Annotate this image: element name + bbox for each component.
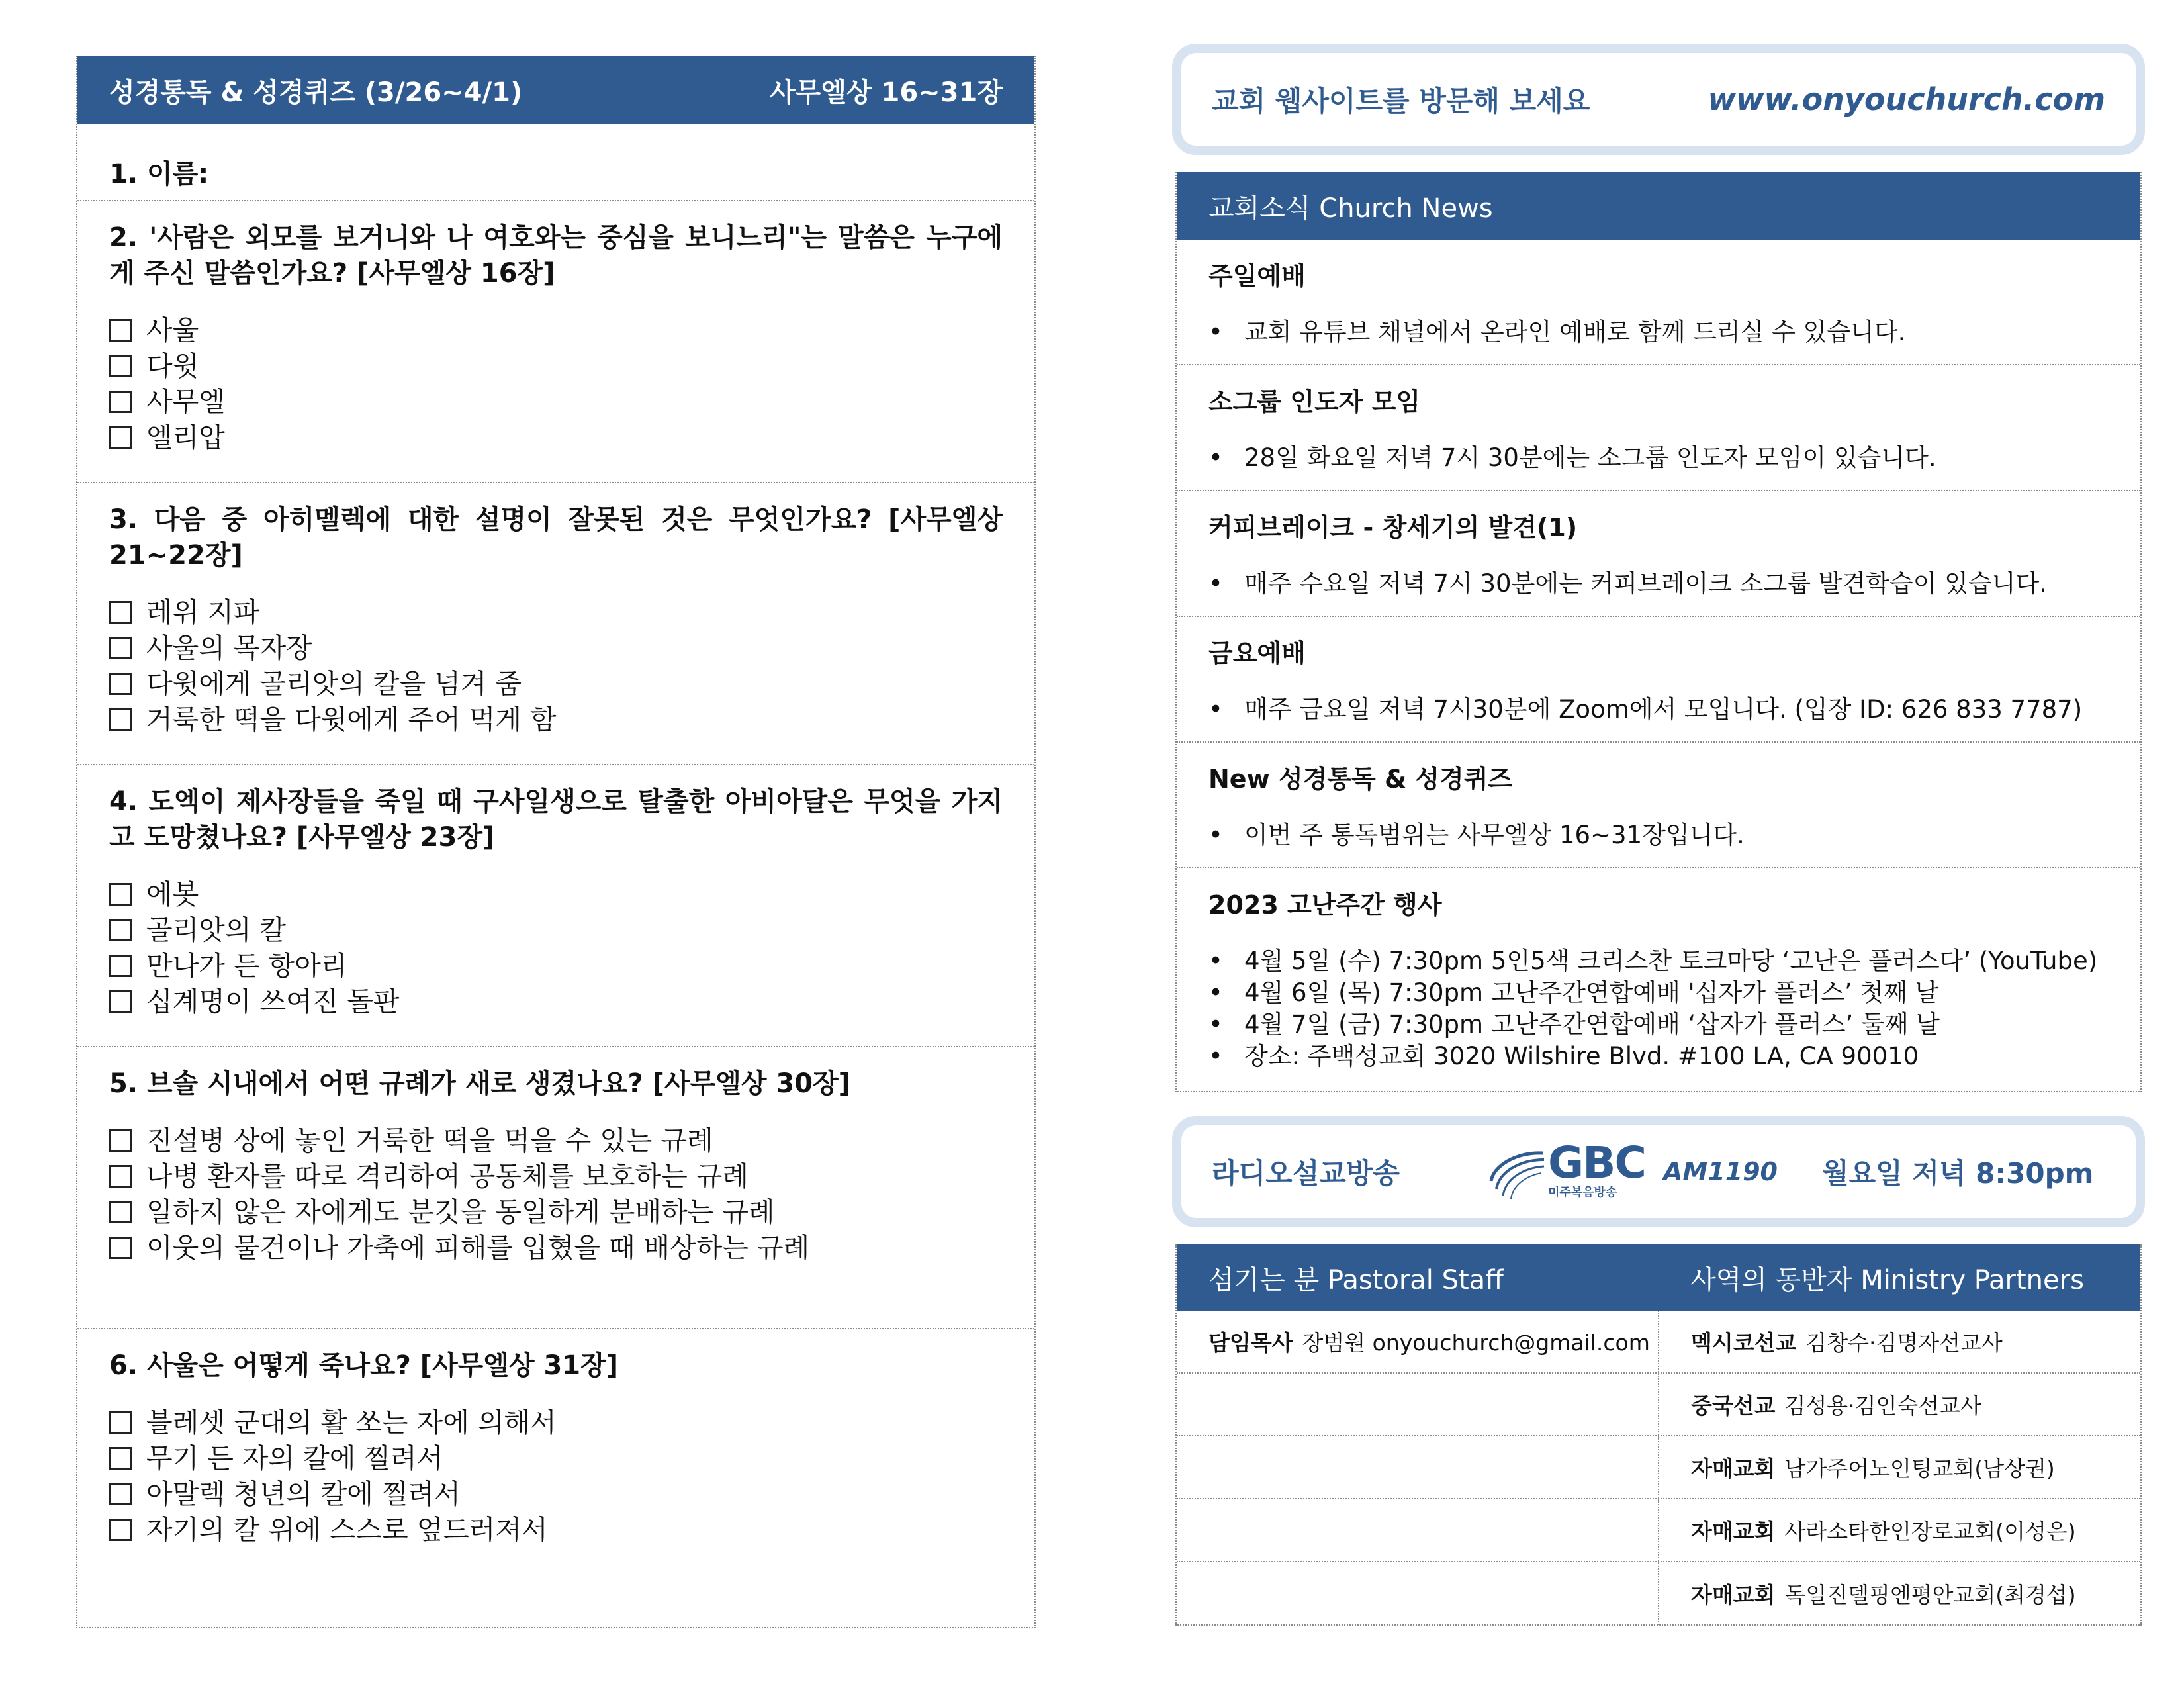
partner-name: 김창수·김명자선교사: [1805, 1330, 2003, 1356]
checkbox-icon[interactable]: [109, 708, 132, 731]
option-label: 사무엘: [146, 386, 225, 418]
option-label: 다윗: [146, 350, 199, 382]
partner-name: 김성용·김인숙선교사: [1784, 1393, 1981, 1419]
checkbox-icon[interactable]: [109, 319, 132, 342]
partner-name: 남가주어노인팅교회(남상권): [1784, 1456, 2055, 1481]
partner-role: 자매교회: [1691, 1582, 1776, 1608]
news-heading: 주일예배: [1208, 261, 1306, 291]
option-checkbox[interactable]: [109, 1512, 1003, 1548]
gbc-logo-subtitle: 미주복음방송: [1548, 1186, 1617, 1199]
news-line: 28일 화요일 저녁 7시 30분에는 소그룹 인도자 모임이 있습니다.: [1244, 444, 1936, 472]
question-4: [77, 765, 1034, 1047]
news-header: [1177, 172, 2140, 240]
question-text: 4. 도엑이 제사장들을 죽일 때 구사일생으로 탈출한 아비아달은 무엇을 가지고 도망쳤나요? [사무엘상 23장]: [109, 786, 1003, 853]
news-item: [1177, 868, 2140, 1072]
partner-name: 독일진델핑엔평안교회(최경섭): [1784, 1582, 2076, 1608]
bullet-icon: •: [1208, 444, 1223, 472]
option-checkbox[interactable]: [109, 420, 1003, 455]
news-title: 교회소식 Church News: [1208, 193, 1493, 224]
partner-role: 자매교회: [1691, 1456, 1776, 1481]
website-url-link[interactable]: www.onyouchurch.com: [1707, 81, 2105, 117]
table-row: [1177, 1499, 2140, 1562]
checkbox-icon[interactable]: [109, 601, 132, 624]
option-label: 만나가 든 항아리: [146, 950, 347, 982]
quiz-title: 성경통독 & 성경퀴즈 (3/26~4/1): [109, 77, 523, 108]
bullet-icon: •: [1208, 1042, 1223, 1070]
news-line: 4월 6일 (목) 7:30pm 고난주간연합예배 '십자가 플러스’ 첫째 날: [1244, 978, 1939, 1007]
partner-role: 자매교회: [1691, 1519, 1776, 1544]
staff-person: 장범원 onyouchurch@gmail.com: [1302, 1330, 1650, 1356]
question-text: 6. 사울은 어떻게 죽나요? [사무엘상 31장]: [109, 1350, 619, 1381]
bullet-icon: •: [1208, 318, 1223, 346]
name-label: 1. 이름:: [109, 159, 209, 189]
checkbox-icon[interactable]: [109, 426, 132, 449]
ministry-partners-title: 사역의 동반자 Ministry Partners: [1690, 1264, 2084, 1295]
option-checkbox[interactable]: [109, 312, 1003, 348]
table-row: [1177, 1562, 2140, 1625]
option-checkbox[interactable]: [109, 1123, 1003, 1158]
checkbox-icon[interactable]: [109, 1165, 132, 1188]
gbc-logo-text: GBC: [1548, 1137, 1645, 1188]
option-label: 엘리압: [146, 422, 225, 453]
news-heading: 2023 고난주간 행사: [1208, 890, 1442, 919]
news-line: 이번 주 통독범위는 사무엘상 16~31장입니다.: [1244, 821, 1745, 849]
news-heading: New 성경통독 & 성경퀴즈: [1208, 765, 1513, 794]
partner-cell: [1659, 1311, 2140, 1372]
option-label: 이웃의 물건이나 가축에 피해를 입혔을 때 배상하는 규례: [146, 1232, 810, 1264]
table-row: [1177, 1311, 2140, 1374]
checkbox-icon[interactable]: [109, 637, 132, 659]
option-checkbox[interactable]: [109, 666, 1003, 702]
option-checkbox[interactable]: [109, 948, 1003, 984]
checkbox-icon[interactable]: [109, 1483, 132, 1505]
staff-role: 담임목사: [1208, 1330, 1293, 1356]
option-label: 골리앗의 칼: [146, 914, 287, 946]
bible-quiz-panel: [76, 56, 1036, 1628]
bullet-icon: •: [1208, 821, 1223, 849]
checkbox-icon[interactable]: [109, 1447, 132, 1470]
option-label: 무기 든 자의 칼에 찔려서: [146, 1442, 443, 1474]
option-checkbox[interactable]: [109, 702, 1003, 737]
staff-cell: [1177, 1499, 1659, 1561]
option-label: 거룩한 떡을 다윗에게 주어 먹게 함: [146, 704, 557, 735]
news-line: 교회 유튜브 채널에서 온라인 예배로 함께 드리실 수 있습니다.: [1244, 318, 1906, 346]
pastoral-staff-title: 섬기는 분 Pastoral Staff: [1208, 1264, 1504, 1295]
option-label: 에봇: [146, 878, 199, 910]
option-label: 사울의 목자장: [146, 632, 312, 664]
news-item: [1177, 240, 2140, 365]
option-checkbox[interactable]: [109, 594, 1003, 630]
option-checkbox[interactable]: [109, 1194, 1003, 1230]
name-field[interactable]: [77, 124, 1034, 201]
quiz-header: [77, 56, 1034, 124]
staff-cell: [1177, 1436, 1659, 1498]
gbc-logo: [1484, 1137, 1657, 1203]
news-line: 장소: 주백성교회 3020 Wilshire Blvd. #100 LA, CA 90010: [1244, 1042, 1919, 1070]
option-checkbox[interactable]: [109, 384, 1003, 420]
option-checkbox[interactable]: [109, 1440, 1003, 1476]
option-checkbox[interactable]: [109, 630, 1003, 666]
website-label: 교회 웹사이트를 방문해 보세요: [1212, 85, 1590, 117]
table-row: [1177, 1436, 2140, 1499]
partner-cell: [1659, 1374, 2140, 1435]
bullet-icon: •: [1208, 569, 1223, 598]
staff-cell: [1177, 1374, 1659, 1435]
partner-role: 멕시코선교: [1691, 1330, 1797, 1356]
checkbox-icon[interactable]: [109, 883, 132, 906]
news-line: 4월 7일 (금) 7:30pm 고난주간연합예배 ‘삽자가 플러스’ 둘째 날: [1244, 1010, 1940, 1039]
news-item: [1177, 365, 2140, 491]
option-checkbox[interactable]: [109, 876, 1003, 912]
checkbox-icon[interactable]: [109, 391, 132, 413]
question-text: 5. 브솔 시내에서 어떤 규례가 새로 생겼나요? [사무엘상 30장]: [109, 1068, 850, 1099]
news-item: [1177, 617, 2140, 743]
broadcast-time: 월요일 저녁 8:30pm: [1822, 1157, 2094, 1190]
checkbox-icon[interactable]: [109, 1237, 132, 1259]
staff-table: [1175, 1244, 2142, 1626]
news-heading: 소그룹 인도자 모임: [1208, 387, 1421, 416]
bullet-icon: •: [1208, 947, 1223, 975]
option-label: 일하지 않은 자에게도 분깃을 동일하게 분배하는 규례: [146, 1196, 775, 1228]
table-row: [1177, 1374, 2140, 1436]
checkbox-icon[interactable]: [109, 990, 132, 1013]
staff-cell: [1177, 1311, 1659, 1372]
option-checkbox[interactable]: [109, 1158, 1003, 1194]
partner-name: 사라소타한인장로교회(이성은): [1784, 1519, 2076, 1544]
option-label: 자기의 칼 위에 스스로 엎드러져서: [146, 1514, 548, 1546]
option-label: 진설병 상에 놓인 거룩한 떡을 먹을 수 있는 규례: [146, 1125, 713, 1156]
checkbox-icon[interactable]: [109, 1519, 132, 1541]
question-2: [77, 201, 1034, 483]
option-checkbox[interactable]: [109, 348, 1003, 384]
news-heading: 금요예배: [1208, 639, 1306, 668]
option-checkbox[interactable]: [109, 1405, 1003, 1440]
option-label: 십계명이 쓰여진 돌판: [146, 986, 400, 1017]
station-frequency: AM1190: [1663, 1157, 1778, 1186]
checkbox-icon[interactable]: [109, 1129, 132, 1152]
globe-swoosh-icon: [1484, 1140, 1548, 1203]
question-5: [77, 1047, 1034, 1329]
partner-cell: [1659, 1562, 2140, 1625]
option-checkbox[interactable]: [109, 1476, 1003, 1512]
question-text: 2. '사람은 외모를 보거니와 나 여호와는 중심을 보니느리"는 말씀은 누구에게 주신 말씀인가요? [사무엘상 16장]: [109, 222, 1003, 289]
question-3: [77, 483, 1034, 765]
staff-header: [1177, 1244, 2140, 1311]
checkbox-icon[interactable]: [109, 355, 132, 377]
question-text: 3. 다음 중 아히멜렉에 대한 설명이 잘못된 것은 무엇인가요? [사무엘상 21~22장]: [109, 504, 1003, 571]
news-line: 4월 5일 (수) 7:30pm 5인5색 크리스찬 토크마당 ‘고난은 플러스다’ (YouTube): [1244, 947, 2098, 975]
news-line: 매주 수요일 저녁 7시 30분에는 커피브레이크 소그룹 발견학습이 있습니다.: [1244, 569, 2047, 598]
news-heading: 커피브레이크 - 창세기의 발견(1): [1208, 513, 1578, 542]
church-news-panel: [1175, 172, 2142, 1092]
checkbox-icon[interactable]: [109, 1411, 132, 1434]
option-checkbox[interactable]: [109, 1230, 1003, 1266]
checkbox-icon[interactable]: [109, 919, 132, 941]
option-label: 아말렉 청년의 칼에 찔려서: [146, 1478, 461, 1510]
option-label: 나병 환자를 따로 격리하여 공동체를 보호하는 규례: [146, 1160, 749, 1192]
option-checkbox[interactable]: [109, 912, 1003, 948]
partner-cell: [1659, 1436, 2140, 1498]
bullet-icon: •: [1208, 978, 1223, 1007]
option-label: 레위 지파: [146, 596, 260, 628]
quiz-range: 사무엘상 16~31장: [770, 77, 1003, 108]
option-checkbox[interactable]: [109, 984, 1003, 1019]
radio-broadcast-banner: [1172, 1116, 2145, 1227]
staff-cell: [1177, 1562, 1659, 1625]
question-6: [77, 1329, 1034, 1611]
radio-label: 라디오설교방송: [1212, 1157, 1400, 1190]
checkbox-icon[interactable]: [109, 1201, 132, 1223]
bullet-icon: •: [1208, 695, 1223, 724]
option-label: 다윗에게 골리앗의 칼을 넘겨 줌: [146, 668, 522, 700]
bullet-icon: •: [1208, 1010, 1223, 1039]
website-banner: [1172, 44, 2145, 155]
news-item: [1177, 491, 2140, 617]
checkbox-icon[interactable]: [109, 955, 132, 977]
option-label: 사울: [146, 314, 199, 346]
checkbox-icon[interactable]: [109, 673, 132, 695]
partner-cell: [1659, 1499, 2140, 1561]
option-label: 블레셋 군대의 활 쏘는 자에 의해서: [146, 1407, 557, 1438]
partner-role: 중국선교: [1691, 1393, 1776, 1419]
news-line: 매주 금요일 저녁 7시30분에 Zoom에서 모입니다. (입장 ID: 626 833 7787): [1244, 695, 2083, 724]
news-item: [1177, 743, 2140, 868]
